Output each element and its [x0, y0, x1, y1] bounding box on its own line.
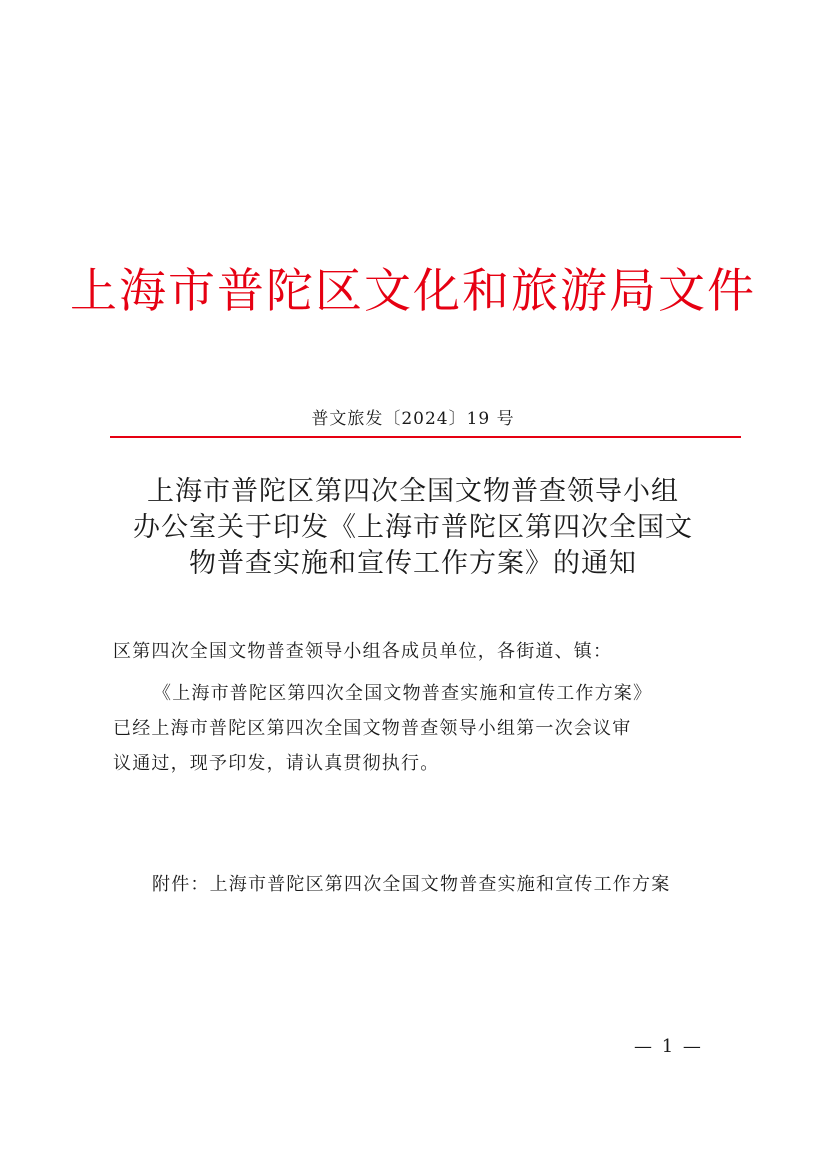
salutation: 区第四次全国文物普查领导小组各成员单位，各街道、镇：: [113, 641, 613, 662]
page-number: — 1 —: [634, 1036, 703, 1057]
red-separator-line: [110, 436, 741, 438]
document-number: 普文旅发〔2024〕19 号: [311, 409, 515, 429]
paragraph-line: 《上海市普陀区第四次全国文物普查实施和宣传工作方案》: [153, 683, 653, 704]
notice-title-line: 办公室关于印发《上海市普陀区第四次全国文: [133, 512, 693, 543]
notice-title-line: 上海市普陀区第四次全国文物普查领导小组: [147, 476, 679, 507]
notice-title: [100, 474, 726, 582]
attachment-note: 附件：上海市普陀区第四次全国文物普查实施和宣传工作方案: [152, 874, 671, 895]
paragraph-line: 议通过，现予印发，请认真贯彻执行。: [113, 753, 440, 774]
paragraph-line: 已经上海市普陀区第四次全国文物普查领导小组第一次会议审: [113, 718, 632, 739]
issuer-header-title: 上海市普陀区文化和旅游局文件: [70, 264, 756, 319]
notice-title-line: 物普查实施和宣传工作方案》的通知: [189, 548, 637, 579]
